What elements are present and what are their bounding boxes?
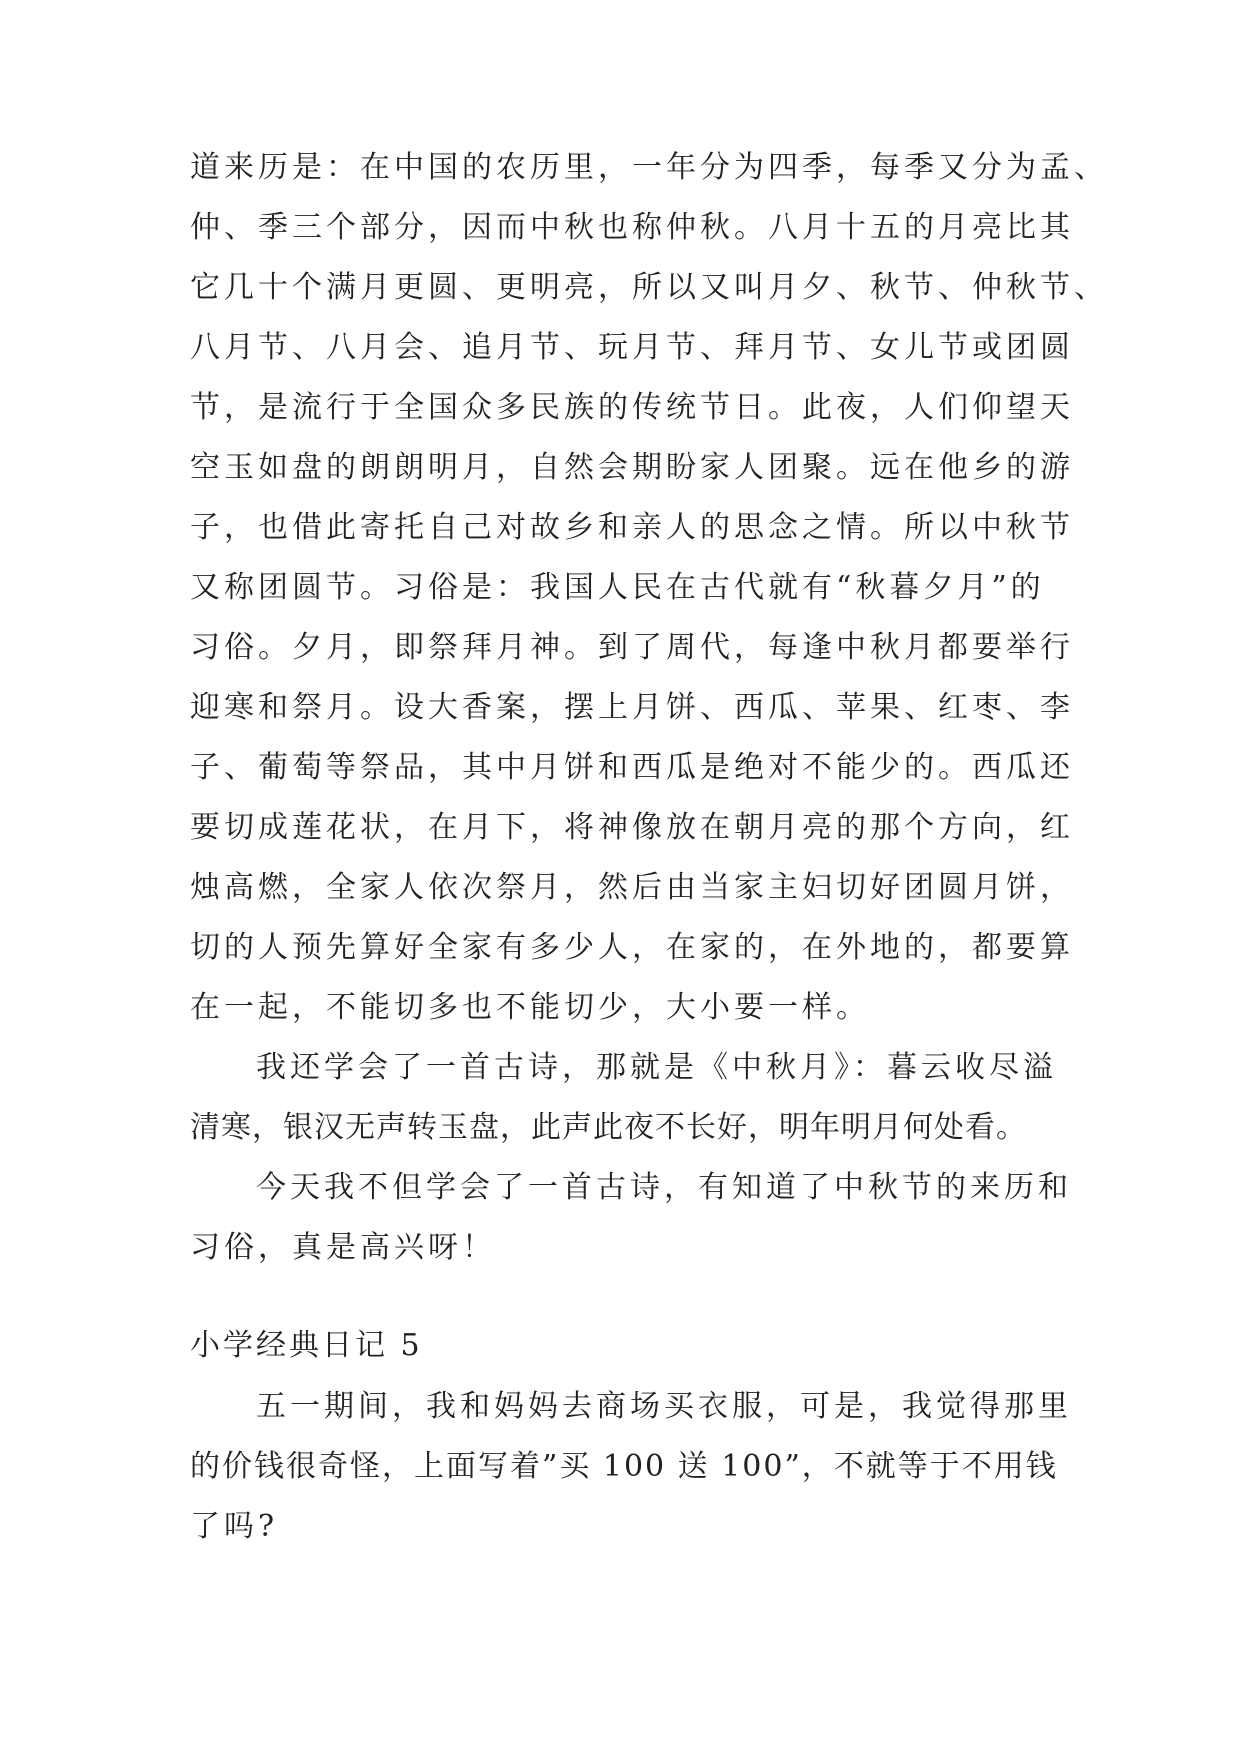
- paragraph-line: 烛高燃，全家人依次祭月，然后由当家主妇切好团圆月饼，: [190, 870, 1074, 905]
- paragraph-line: 在一起，不能切多也不能切少，大小要一样。: [190, 990, 870, 1025]
- paragraph-line: 习俗，真是高兴呀！: [190, 1230, 496, 1265]
- paragraph-line: 它几十个满月更圆、更明亮，所以又叫月夕、秋节、仲秋节、: [190, 270, 1108, 305]
- paragraph-line: 空玉如盘的朗朗明月，自然会期盼家人团聚。远在他乡的游: [190, 450, 1074, 485]
- paragraph-line: 八月节、八月会、追月节、玩月节、拜月节、女儿节或团圆: [190, 330, 1074, 365]
- paragraph-line: 清寒，银汉无声转玉盘，此声此夜不长好，明年明月何处看。: [190, 1110, 1027, 1145]
- paragraph-line: 仲、季三个部分，因而中秋也称仲秋。八月十五的月亮比其: [190, 210, 1074, 245]
- paragraph-line: 又称团圆节。习俗是：我国人民在古代就有“秋暮夕月”的: [190, 570, 1045, 605]
- section-title: 小学经典日记 5: [190, 1328, 423, 1363]
- paragraph-line: 习俗。夕月，即祭拜月神。到了周代，每逢中秋月都要举行: [190, 630, 1074, 665]
- paragraph-line: 节，是流行于全国众多民族的传统节日。此夜，人们仰望天: [190, 390, 1074, 425]
- paragraph-line: 今天我不但学会了一首古诗，有知道了中秋节的来历和: [256, 1170, 1072, 1205]
- paragraph-line: 要切成莲花状，在月下，将神像放在朝月亮的那个方向，红: [190, 810, 1074, 845]
- paragraph-line: 子、葡萄等祭品，其中月饼和西瓜是绝对不能少的。西瓜还: [190, 750, 1074, 785]
- paragraph-line: 五一期间，我和妈妈去商场买衣服，可是，我觉得那里: [256, 1389, 1072, 1424]
- paragraph-line: 了吗?: [190, 1509, 279, 1544]
- paragraph-line: 迎寒和祭月。设大香案，摆上月饼、西瓜、苹果、红枣、李: [190, 690, 1074, 725]
- paragraph-line: 我还学会了一首古诗，那就是《中秋月》：暮云收尽溢: [256, 1050, 1057, 1085]
- paragraph-line: 道来历是：在中国的农历里，一年分为四季，每季又分为孟、: [190, 150, 1108, 185]
- paragraph-line: 子，也借此寄托自己对故乡和亲人的思念之情。所以中秋节: [190, 510, 1074, 545]
- paragraph-line: 切的人预先算好全家有多少人，在家的，在外地的，都要算: [190, 930, 1074, 965]
- paragraph-line: 的价钱很奇怪，上面写着”买 100 送 100”，不就等于不用钱: [190, 1449, 1058, 1484]
